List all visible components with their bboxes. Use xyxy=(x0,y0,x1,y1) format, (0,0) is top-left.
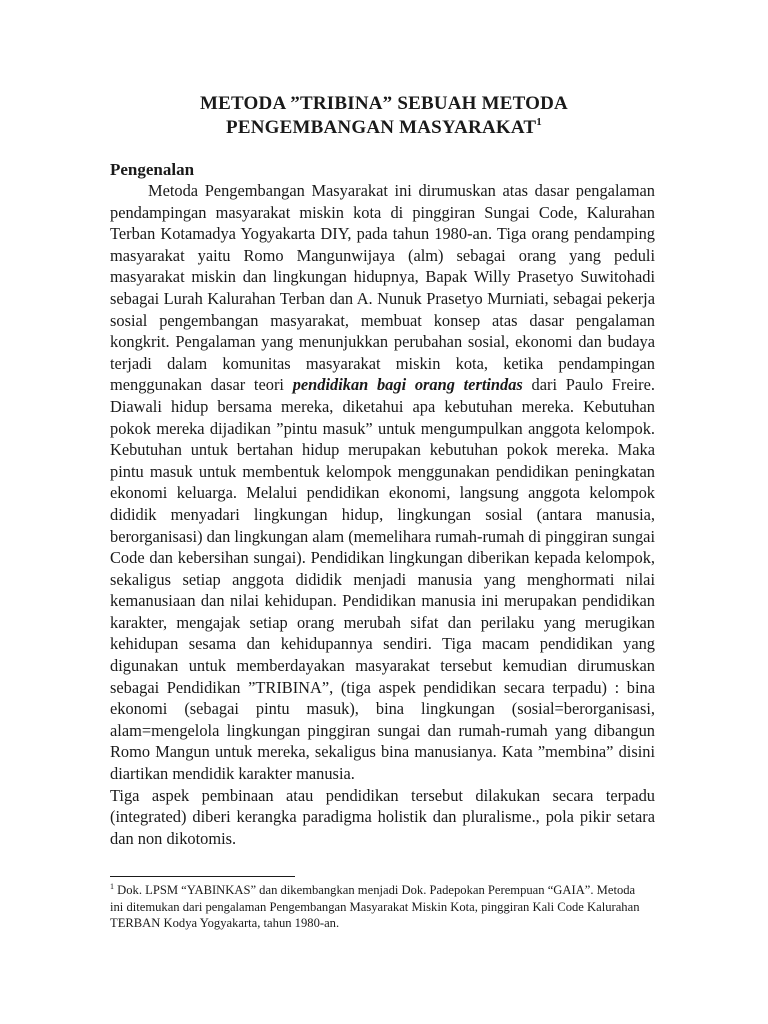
paragraph-1-text-b: dari Paulo Freire. Diawali hidup bersama mereka, diketahui apa kebutuhan mereka. Kebutuhan pokok mereka dijadikan ”pintu masuk” untuk mengumpulkan anggota kelompok. Kebutuhan untuk bertahan hidup merupakan kebutuhan pokok mereka. Maka pintu masuk untuk membentuk kelompok menggunakan pendidikan peningkatan ekonomi keluarga. Melalui pendidikan ekonomi, langsung anggota kelompok dididik menyadari lingkungan hidup, lingkungan sosial (antara manusia, berorganisasi) dan lingkungan alam (memelihara rumah-rumah di pinggiran sungai Code dan kebersihan sungai). Pendidikan lingkungan diberikan kepada kelompok, sekaligus setiap anggota dididik menjadi manusia yang menghormati nilai kemanusiaan dan nilai kehidupan. Pendidikan manusia ini merupakan pendidikan karakter, mengajak setiap orang merubah sifat dan perilaku yang merugikan kehidupan sesama dan kehidupannya sendiri. Tiga macam pendidikan yang digunakan untuk memberdayakan masyarakat tersebut kemudian dirumuskan sebagai Pendidikan ”TRIBINA”, (tiga aspek pendidikan secara terpadu) : bina ekonomi (sebagai pintu masuk), bina lingkungan (sosial=berorganisasi, alam=mengelola lingkungan pinggiran sungai dan rumah-rumah yang dibangun Romo Mangun untuk mereka, sekaligus bina manusianya. Kata ”membina” disini diartikan mendidik karakter manusia. xyxy=(110,375,655,784)
title-footnote-marker: 1 xyxy=(536,116,542,128)
footnote-marker: 1 xyxy=(110,882,114,891)
body-text xyxy=(110,180,655,849)
title-line-2: PENGEMBANGAN MASYARAKAT xyxy=(226,117,537,138)
section-heading: Pengenalan xyxy=(110,160,195,179)
paragraph-2: Tiga aspek pembinaan atau pendidikan tersebut dilakukan secara terpadu (integrated) diberi kerangka paradigma holistik dan pluralisme., pola pikir setara dan non dikotomis. xyxy=(110,785,655,848)
footnote xyxy=(110,882,650,932)
footnote-separator xyxy=(110,876,295,877)
footnote-text: Dok. LPSM “YABINKAS” dan dikembangkan menjadi Dok. Padepokan Perempuan “GAIA”. Metoda ini ditemukan dari pengalaman Pengembangan Masyarakat Miskin Kota, pinggiran Kali Code Kalurahan TERBAN Kodya Yogyakarta, tahun 1980-an. xyxy=(110,883,640,931)
paragraph-1 xyxy=(110,180,655,785)
emphasized-phrase: pendidikan bagi orang tertindas xyxy=(292,375,523,395)
paragraph-1-text-a: Metoda Pengembangan Masyarakat ini dirumuskan atas dasar pengalaman pendampingan masyarakat miskin kota di pinggiran Sungai Code, Kalurahan Terban Kotamadya Yogyakarta DIY, pada tahun 1980-an. Tiga orang pendamping masyarakat yaitu Romo Mangunwijaya (alm) sebagai orang yang peduli masyarakat miskin dan lingkungan hidupnya, Bapak Willy Prasetyo Suwitohadi sebagai Lurah Kalurahan Terban dan A. Nunuk Prasetyo Murniati, sebagai pekerja sosial pengembangan masyarakat, membuat konsep atas dasar pengalaman kongkrit. Pengalaman yang menunjukkan perubahan sosial, ekonomi dan budaya terjadi dalam komunitas masyarakat miskin kota, ketika pendampingan menggunakan dasar teori xyxy=(110,181,655,395)
document-title xyxy=(90,92,678,140)
title-line-1: METODA ”TRIBINA” SEBUAH METODA xyxy=(200,93,568,114)
